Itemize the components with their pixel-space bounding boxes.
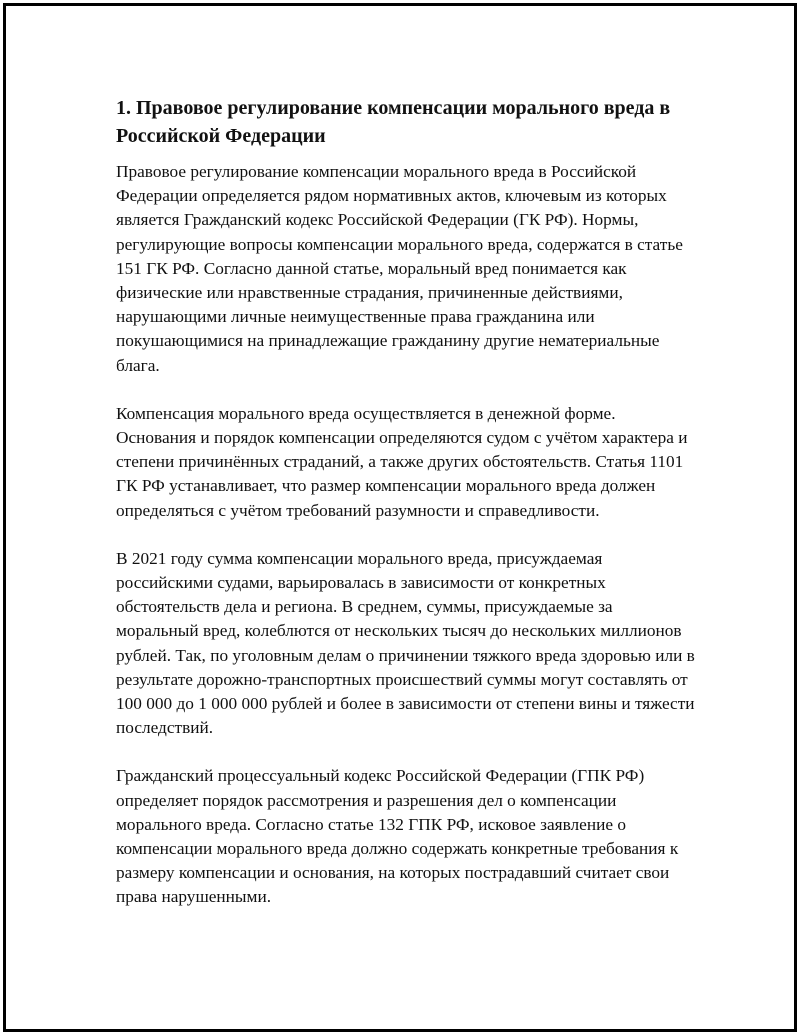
paragraph-2021-amounts: В 2021 году сумма компенсации морального вреда, присуждаемая российскими судами, варьировалась в зависимости от конкретных обстоятельств дела и региона. В среднем, суммы, присуждаемые за моральный вред, колеблются от нескольких тысяч до нескольких миллионов рублей. Так, по уголовным делам о причинении тяжкого вреда здоровью или в результате дорожно-транспортных происшествий суммы могут составлять от 100 000 до 1 000 000 рублей и более в зависимости от степени вины и тяжести последствий. <box>116 548 695 738</box>
paragraph-civil-procedure: Гражданский процессуальный кодекс Российской Федерации (ГПК РФ) определяет порядок рассмотрения и разрешения дел о компенсации морального вреда. Согласно статье 132 ГПК РФ, исковое заявление о компенсации морального вреда должно содержать конкретные требования к размеру компенсации и основания, на которых пострадавший считает свои права нарушенными. <box>116 766 679 907</box>
paragraph-compensation-form: Компенсация морального вреда осуществляется в денежной форме. Основания и порядок компенсации определяются судом с учётом характера и степени причинённых страданий, а также других обстоятельств. Статья 1101 ГК РФ устанавливает, что размер компенсации морального вреда должен определяться с учётом требований разумности и справедливости. <box>116 403 688 520</box>
paragraph-legal-basis: Правовое регулирование компенсации морального вреда в Российской Федерации определяется рядом нормативных актов, ключевым из которых является Гражданский кодекс Российской Федерации (ГК РФ). Нормы, регулирующие вопросы компенсации морального вреда, содержатся в статье 151 ГК РФ. Согласно данной статье, моральный вред понимается как физические или нравственные страдания, причиненные действиями, нарушающими личные неимущественные права гражданина или покушающимися на принадлежащие гражданину другие нематериальные блага. <box>116 162 683 375</box>
document-body <box>116 94 696 934</box>
section-heading: 1. Правовое регулирование компенсации морального вреда в Российской Федерации <box>116 97 671 147</box>
